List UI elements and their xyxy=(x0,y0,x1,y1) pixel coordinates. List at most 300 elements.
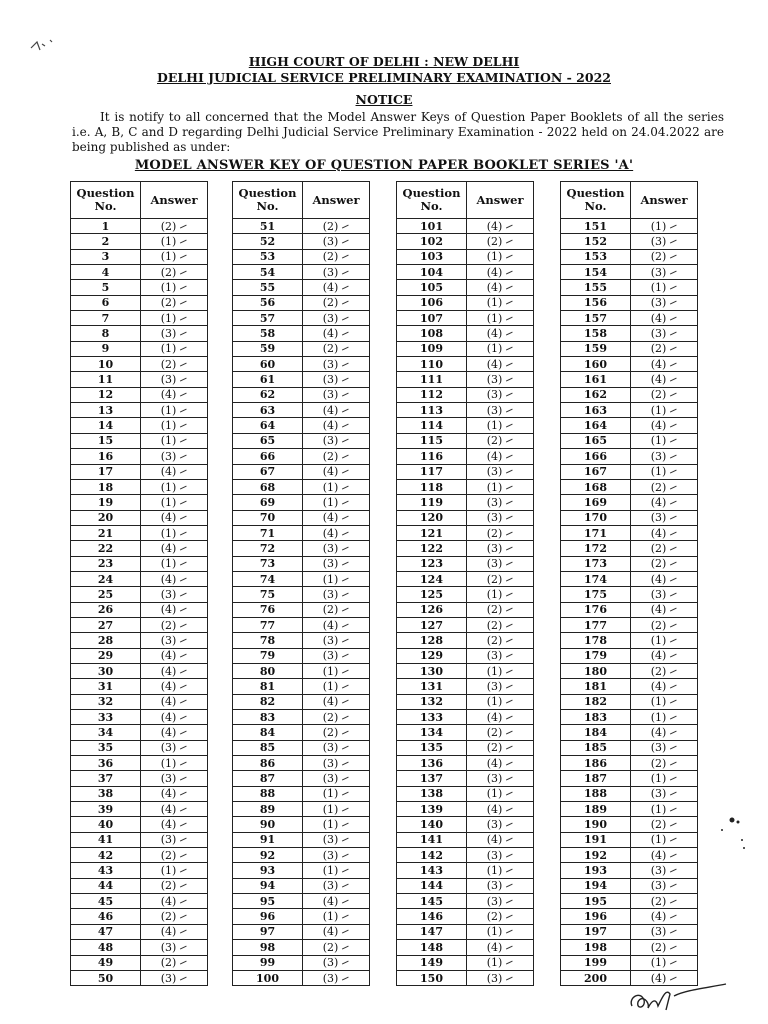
check-mark-icon xyxy=(506,792,513,797)
answer-text: (2) xyxy=(650,250,667,264)
answer-column-header: Answer xyxy=(631,182,698,219)
table-row xyxy=(397,341,534,356)
question-number: 162 xyxy=(561,387,631,402)
table-row xyxy=(561,940,698,955)
answer-value xyxy=(631,541,698,556)
table-row xyxy=(397,479,534,494)
answer-value xyxy=(303,479,370,494)
table-row xyxy=(397,848,534,863)
check-mark-icon xyxy=(670,408,677,413)
answer-value xyxy=(467,970,534,985)
question-column-header: Question No. xyxy=(561,182,631,219)
table-row xyxy=(71,756,208,771)
answer-text: (2) xyxy=(322,342,339,356)
answer-text: (4) xyxy=(160,818,177,832)
answer-value xyxy=(141,525,208,540)
answer-value xyxy=(631,771,698,786)
answer-value xyxy=(303,495,370,510)
question-number: 116 xyxy=(397,449,467,464)
answer-text: (3) xyxy=(322,541,339,555)
check-mark-icon xyxy=(342,838,349,843)
check-mark-icon xyxy=(342,424,349,429)
question-number: 103 xyxy=(397,249,467,264)
table-row xyxy=(71,848,208,863)
check-mark-icon xyxy=(506,485,513,490)
answer-text: (2) xyxy=(160,296,177,310)
question-number: 129 xyxy=(397,648,467,663)
question-number: 151 xyxy=(561,219,631,234)
check-mark-icon xyxy=(180,378,187,383)
answer-text: (1) xyxy=(650,802,667,816)
check-mark-icon xyxy=(506,807,513,812)
answer-text: (3) xyxy=(486,388,503,402)
question-number: 60 xyxy=(233,357,303,372)
answer-value xyxy=(467,433,534,448)
table-row xyxy=(397,832,534,847)
answer-text: (3) xyxy=(322,265,339,279)
question-number: 17 xyxy=(71,464,141,479)
table-row xyxy=(561,311,698,326)
check-mark-icon xyxy=(342,362,349,367)
answer-value xyxy=(467,832,534,847)
answer-value xyxy=(141,556,208,571)
answer-value xyxy=(141,940,208,955)
table-row xyxy=(561,725,698,740)
answer-text: (4) xyxy=(160,679,177,693)
answer-text: (2) xyxy=(650,342,667,356)
answer-text: (3) xyxy=(322,833,339,847)
answer-table-3 xyxy=(396,181,534,986)
check-mark-icon xyxy=(342,884,349,889)
answer-value xyxy=(141,571,208,586)
check-mark-icon xyxy=(506,454,513,459)
check-mark-icon xyxy=(342,685,349,690)
answer-value xyxy=(467,740,534,755)
answer-value xyxy=(303,924,370,939)
check-mark-icon xyxy=(670,792,677,797)
answer-value xyxy=(631,633,698,648)
answer-text: (1) xyxy=(322,495,339,509)
answer-value xyxy=(303,357,370,372)
answer-text: (2) xyxy=(486,572,503,586)
table-row xyxy=(561,786,698,801)
answer-text: (1) xyxy=(486,864,503,878)
answer-value xyxy=(303,219,370,234)
table-row xyxy=(397,541,534,556)
check-mark-icon xyxy=(506,746,513,751)
check-mark-icon xyxy=(506,547,513,552)
question-number: 30 xyxy=(71,663,141,678)
check-mark-icon xyxy=(180,961,187,966)
check-mark-icon xyxy=(670,424,677,429)
check-mark-icon xyxy=(342,577,349,582)
table-row xyxy=(397,663,534,678)
answer-value xyxy=(467,909,534,924)
table-row xyxy=(397,464,534,479)
answer-value xyxy=(303,848,370,863)
table-row xyxy=(561,617,698,632)
answer-value xyxy=(467,449,534,464)
table-row xyxy=(397,418,534,433)
answer-text: (3) xyxy=(486,495,503,509)
question-number: 73 xyxy=(233,556,303,571)
table-row xyxy=(397,617,534,632)
table-row xyxy=(71,771,208,786)
check-mark-icon xyxy=(506,700,513,705)
table-row xyxy=(561,571,698,586)
check-mark-icon xyxy=(670,255,677,260)
table-row xyxy=(561,418,698,433)
answer-text: (4) xyxy=(486,710,503,724)
answer-value xyxy=(467,894,534,909)
answer-value xyxy=(631,756,698,771)
answer-text: (1) xyxy=(486,311,503,325)
question-number: 31 xyxy=(71,679,141,694)
question-number: 16 xyxy=(71,449,141,464)
check-mark-icon xyxy=(506,439,513,444)
check-mark-icon xyxy=(670,838,677,843)
question-number: 186 xyxy=(561,756,631,771)
question-number: 180 xyxy=(561,663,631,678)
table-row xyxy=(397,694,534,709)
table-row xyxy=(397,387,534,402)
answer-value xyxy=(631,525,698,540)
answer-text: (2) xyxy=(650,557,667,571)
check-mark-icon xyxy=(180,316,187,321)
question-number: 184 xyxy=(561,725,631,740)
question-number: 49 xyxy=(71,955,141,970)
answer-value xyxy=(303,756,370,771)
check-mark-icon xyxy=(342,593,349,598)
check-mark-icon xyxy=(670,807,677,812)
answer-text: (3) xyxy=(160,741,177,755)
answer-text: (1) xyxy=(486,787,503,801)
table-row xyxy=(71,295,208,310)
answer-value xyxy=(141,510,208,525)
check-mark-icon xyxy=(342,945,349,950)
answer-text: (1) xyxy=(160,557,177,571)
question-number: 119 xyxy=(397,495,467,510)
answer-value xyxy=(467,955,534,970)
question-number: 177 xyxy=(561,617,631,632)
check-mark-icon xyxy=(342,286,349,291)
table-row xyxy=(233,955,370,970)
answer-text: (4) xyxy=(160,388,177,402)
table-row xyxy=(71,786,208,801)
table-row xyxy=(397,756,534,771)
check-mark-icon xyxy=(342,639,349,644)
question-number: 120 xyxy=(397,510,467,525)
answer-text: (3) xyxy=(650,327,667,341)
table-row xyxy=(71,725,208,740)
answer-text: (4) xyxy=(650,311,667,325)
answer-value xyxy=(141,663,208,678)
answer-value xyxy=(467,464,534,479)
check-mark-icon xyxy=(342,930,349,935)
table-row xyxy=(561,510,698,525)
table-row xyxy=(233,357,370,372)
question-number: 125 xyxy=(397,587,467,602)
answer-text: (3) xyxy=(486,772,503,786)
answer-text: (1) xyxy=(650,403,667,417)
table-row xyxy=(561,556,698,571)
check-mark-icon xyxy=(180,945,187,950)
check-mark-icon xyxy=(506,332,513,337)
answer-value xyxy=(141,479,208,494)
answer-value xyxy=(141,633,208,648)
answer-value xyxy=(303,372,370,387)
check-mark-icon xyxy=(506,838,513,843)
question-number: 55 xyxy=(233,280,303,295)
answer-value xyxy=(303,832,370,847)
answer-text: (3) xyxy=(322,357,339,371)
check-mark-icon xyxy=(342,623,349,628)
table-row xyxy=(397,817,534,832)
check-mark-icon xyxy=(180,347,187,352)
answer-value xyxy=(467,219,534,234)
check-mark-icon xyxy=(342,869,349,874)
answer-text: (3) xyxy=(160,772,177,786)
question-number: 57 xyxy=(233,311,303,326)
table-row xyxy=(397,648,534,663)
answer-value xyxy=(631,740,698,755)
question-number: 127 xyxy=(397,617,467,632)
table-row xyxy=(561,372,698,387)
table-row xyxy=(397,878,534,893)
check-mark-icon xyxy=(180,470,187,475)
check-mark-icon xyxy=(180,654,187,659)
check-mark-icon xyxy=(670,777,677,782)
answer-text: (1) xyxy=(160,342,177,356)
table-row xyxy=(397,771,534,786)
check-mark-icon xyxy=(670,961,677,966)
table-row xyxy=(397,280,534,295)
table-row xyxy=(233,970,370,985)
check-mark-icon xyxy=(506,347,513,352)
answer-text: (2) xyxy=(160,956,177,970)
answer-value xyxy=(141,249,208,264)
answer-text: (1) xyxy=(650,772,667,786)
question-number: 52 xyxy=(233,234,303,249)
check-mark-icon xyxy=(670,669,677,674)
table-row xyxy=(71,433,208,448)
answer-text: (4) xyxy=(160,572,177,586)
answer-text: (4) xyxy=(650,357,667,371)
check-mark-icon xyxy=(342,332,349,337)
answer-value xyxy=(631,571,698,586)
answer-text: (1) xyxy=(650,956,667,970)
question-number: 75 xyxy=(233,587,303,602)
answer-text: (4) xyxy=(650,679,667,693)
table-row xyxy=(397,863,534,878)
check-mark-icon xyxy=(180,715,187,720)
check-mark-icon xyxy=(180,746,187,751)
answer-value xyxy=(467,311,534,326)
question-number: 101 xyxy=(397,219,467,234)
question-column-header: Question No. xyxy=(397,182,467,219)
answer-value xyxy=(303,740,370,755)
answer-text: (4) xyxy=(486,940,503,954)
question-number: 23 xyxy=(71,556,141,571)
check-mark-icon xyxy=(342,500,349,505)
check-mark-icon xyxy=(670,531,677,536)
answer-value xyxy=(631,710,698,725)
answer-text: (3) xyxy=(650,265,667,279)
check-mark-icon xyxy=(180,224,187,229)
question-number: 94 xyxy=(233,878,303,893)
answer-value xyxy=(467,617,534,632)
check-mark-icon xyxy=(506,378,513,383)
question-number: 65 xyxy=(233,433,303,448)
table-row xyxy=(397,234,534,249)
answer-text: (4) xyxy=(160,710,177,724)
question-number: 3 xyxy=(71,249,141,264)
answer-value xyxy=(303,387,370,402)
table-row xyxy=(397,403,534,418)
answer-text: (1) xyxy=(322,910,339,924)
answer-value xyxy=(303,403,370,418)
check-mark-icon xyxy=(670,240,677,245)
question-number: 198 xyxy=(561,940,631,955)
answer-value xyxy=(631,694,698,709)
question-number: 61 xyxy=(233,372,303,387)
table-row xyxy=(561,326,698,341)
answer-value xyxy=(141,234,208,249)
question-number: 45 xyxy=(71,894,141,909)
table-row xyxy=(397,326,534,341)
table-row xyxy=(71,280,208,295)
answer-value xyxy=(303,663,370,678)
question-number: 15 xyxy=(71,433,141,448)
answer-value xyxy=(141,541,208,556)
question-number: 12 xyxy=(71,387,141,402)
question-number: 130 xyxy=(397,663,467,678)
check-mark-icon xyxy=(342,270,349,275)
check-mark-icon xyxy=(342,408,349,413)
table-row xyxy=(233,909,370,924)
check-mark-icon xyxy=(670,485,677,490)
answer-text: (1) xyxy=(486,664,503,678)
question-number: 182 xyxy=(561,694,631,709)
table-row xyxy=(397,495,534,510)
question-number: 59 xyxy=(233,341,303,356)
question-number: 41 xyxy=(71,832,141,847)
answer-value xyxy=(467,756,534,771)
question-number: 27 xyxy=(71,617,141,632)
check-mark-icon xyxy=(180,807,187,812)
answer-value xyxy=(631,219,698,234)
table-row xyxy=(71,357,208,372)
answer-text: (4) xyxy=(650,603,667,617)
check-mark-icon xyxy=(670,378,677,383)
answer-value xyxy=(303,970,370,985)
answer-value xyxy=(467,694,534,709)
question-number: 187 xyxy=(561,771,631,786)
question-number: 42 xyxy=(71,848,141,863)
table-row xyxy=(561,433,698,448)
answer-value xyxy=(467,940,534,955)
table-row xyxy=(397,219,534,234)
answer-text: (4) xyxy=(160,541,177,555)
question-number: 7 xyxy=(71,311,141,326)
answer-text: (4) xyxy=(322,327,339,341)
answer-value xyxy=(631,326,698,341)
answer-text: (2) xyxy=(160,848,177,862)
question-number: 166 xyxy=(561,449,631,464)
question-number: 115 xyxy=(397,433,467,448)
question-number: 104 xyxy=(397,265,467,280)
check-mark-icon xyxy=(670,454,677,459)
table-row xyxy=(71,495,208,510)
answer-text: (2) xyxy=(322,940,339,954)
answer-value xyxy=(631,725,698,740)
answer-value xyxy=(303,710,370,725)
check-mark-icon xyxy=(670,639,677,644)
question-number: 6 xyxy=(71,295,141,310)
question-number: 99 xyxy=(233,955,303,970)
question-number: 106 xyxy=(397,295,467,310)
table-header-row xyxy=(561,182,698,219)
table-row xyxy=(71,265,208,280)
check-mark-icon xyxy=(670,286,677,291)
answer-text: (4) xyxy=(322,419,339,433)
table-row xyxy=(397,510,534,525)
answer-value xyxy=(631,955,698,970)
answer-value xyxy=(303,679,370,694)
question-number: 171 xyxy=(561,525,631,540)
question-number: 144 xyxy=(397,878,467,893)
answer-value xyxy=(467,663,534,678)
answer-value xyxy=(631,372,698,387)
question-number: 121 xyxy=(397,525,467,540)
table-row xyxy=(71,679,208,694)
answer-value xyxy=(467,418,534,433)
check-mark-icon xyxy=(342,669,349,674)
answer-value xyxy=(303,802,370,817)
answer-value xyxy=(631,357,698,372)
table-row xyxy=(233,265,370,280)
check-mark-icon xyxy=(342,316,349,321)
question-number: 164 xyxy=(561,418,631,433)
notice-heading: NOTICE xyxy=(355,92,413,107)
table-row xyxy=(71,341,208,356)
table-row xyxy=(397,740,534,755)
check-mark-icon xyxy=(506,393,513,398)
question-number: 165 xyxy=(561,433,631,448)
table-row xyxy=(561,817,698,832)
table-row xyxy=(397,587,534,602)
question-number: 132 xyxy=(397,694,467,709)
question-number: 28 xyxy=(71,633,141,648)
question-number: 169 xyxy=(561,495,631,510)
answer-text: (3) xyxy=(650,879,667,893)
question-number: 163 xyxy=(561,403,631,418)
check-mark-icon xyxy=(180,240,187,245)
answer-value xyxy=(303,341,370,356)
check-mark-icon xyxy=(670,623,677,628)
answer-text: (4) xyxy=(322,618,339,632)
answer-value xyxy=(141,326,208,341)
answer-text: (3) xyxy=(486,373,503,387)
table-row xyxy=(561,756,698,771)
question-number: 141 xyxy=(397,832,467,847)
question-number: 170 xyxy=(561,510,631,525)
question-number: 24 xyxy=(71,571,141,586)
table-row xyxy=(71,740,208,755)
check-mark-icon xyxy=(670,500,677,505)
answer-value xyxy=(303,510,370,525)
table-row xyxy=(397,295,534,310)
